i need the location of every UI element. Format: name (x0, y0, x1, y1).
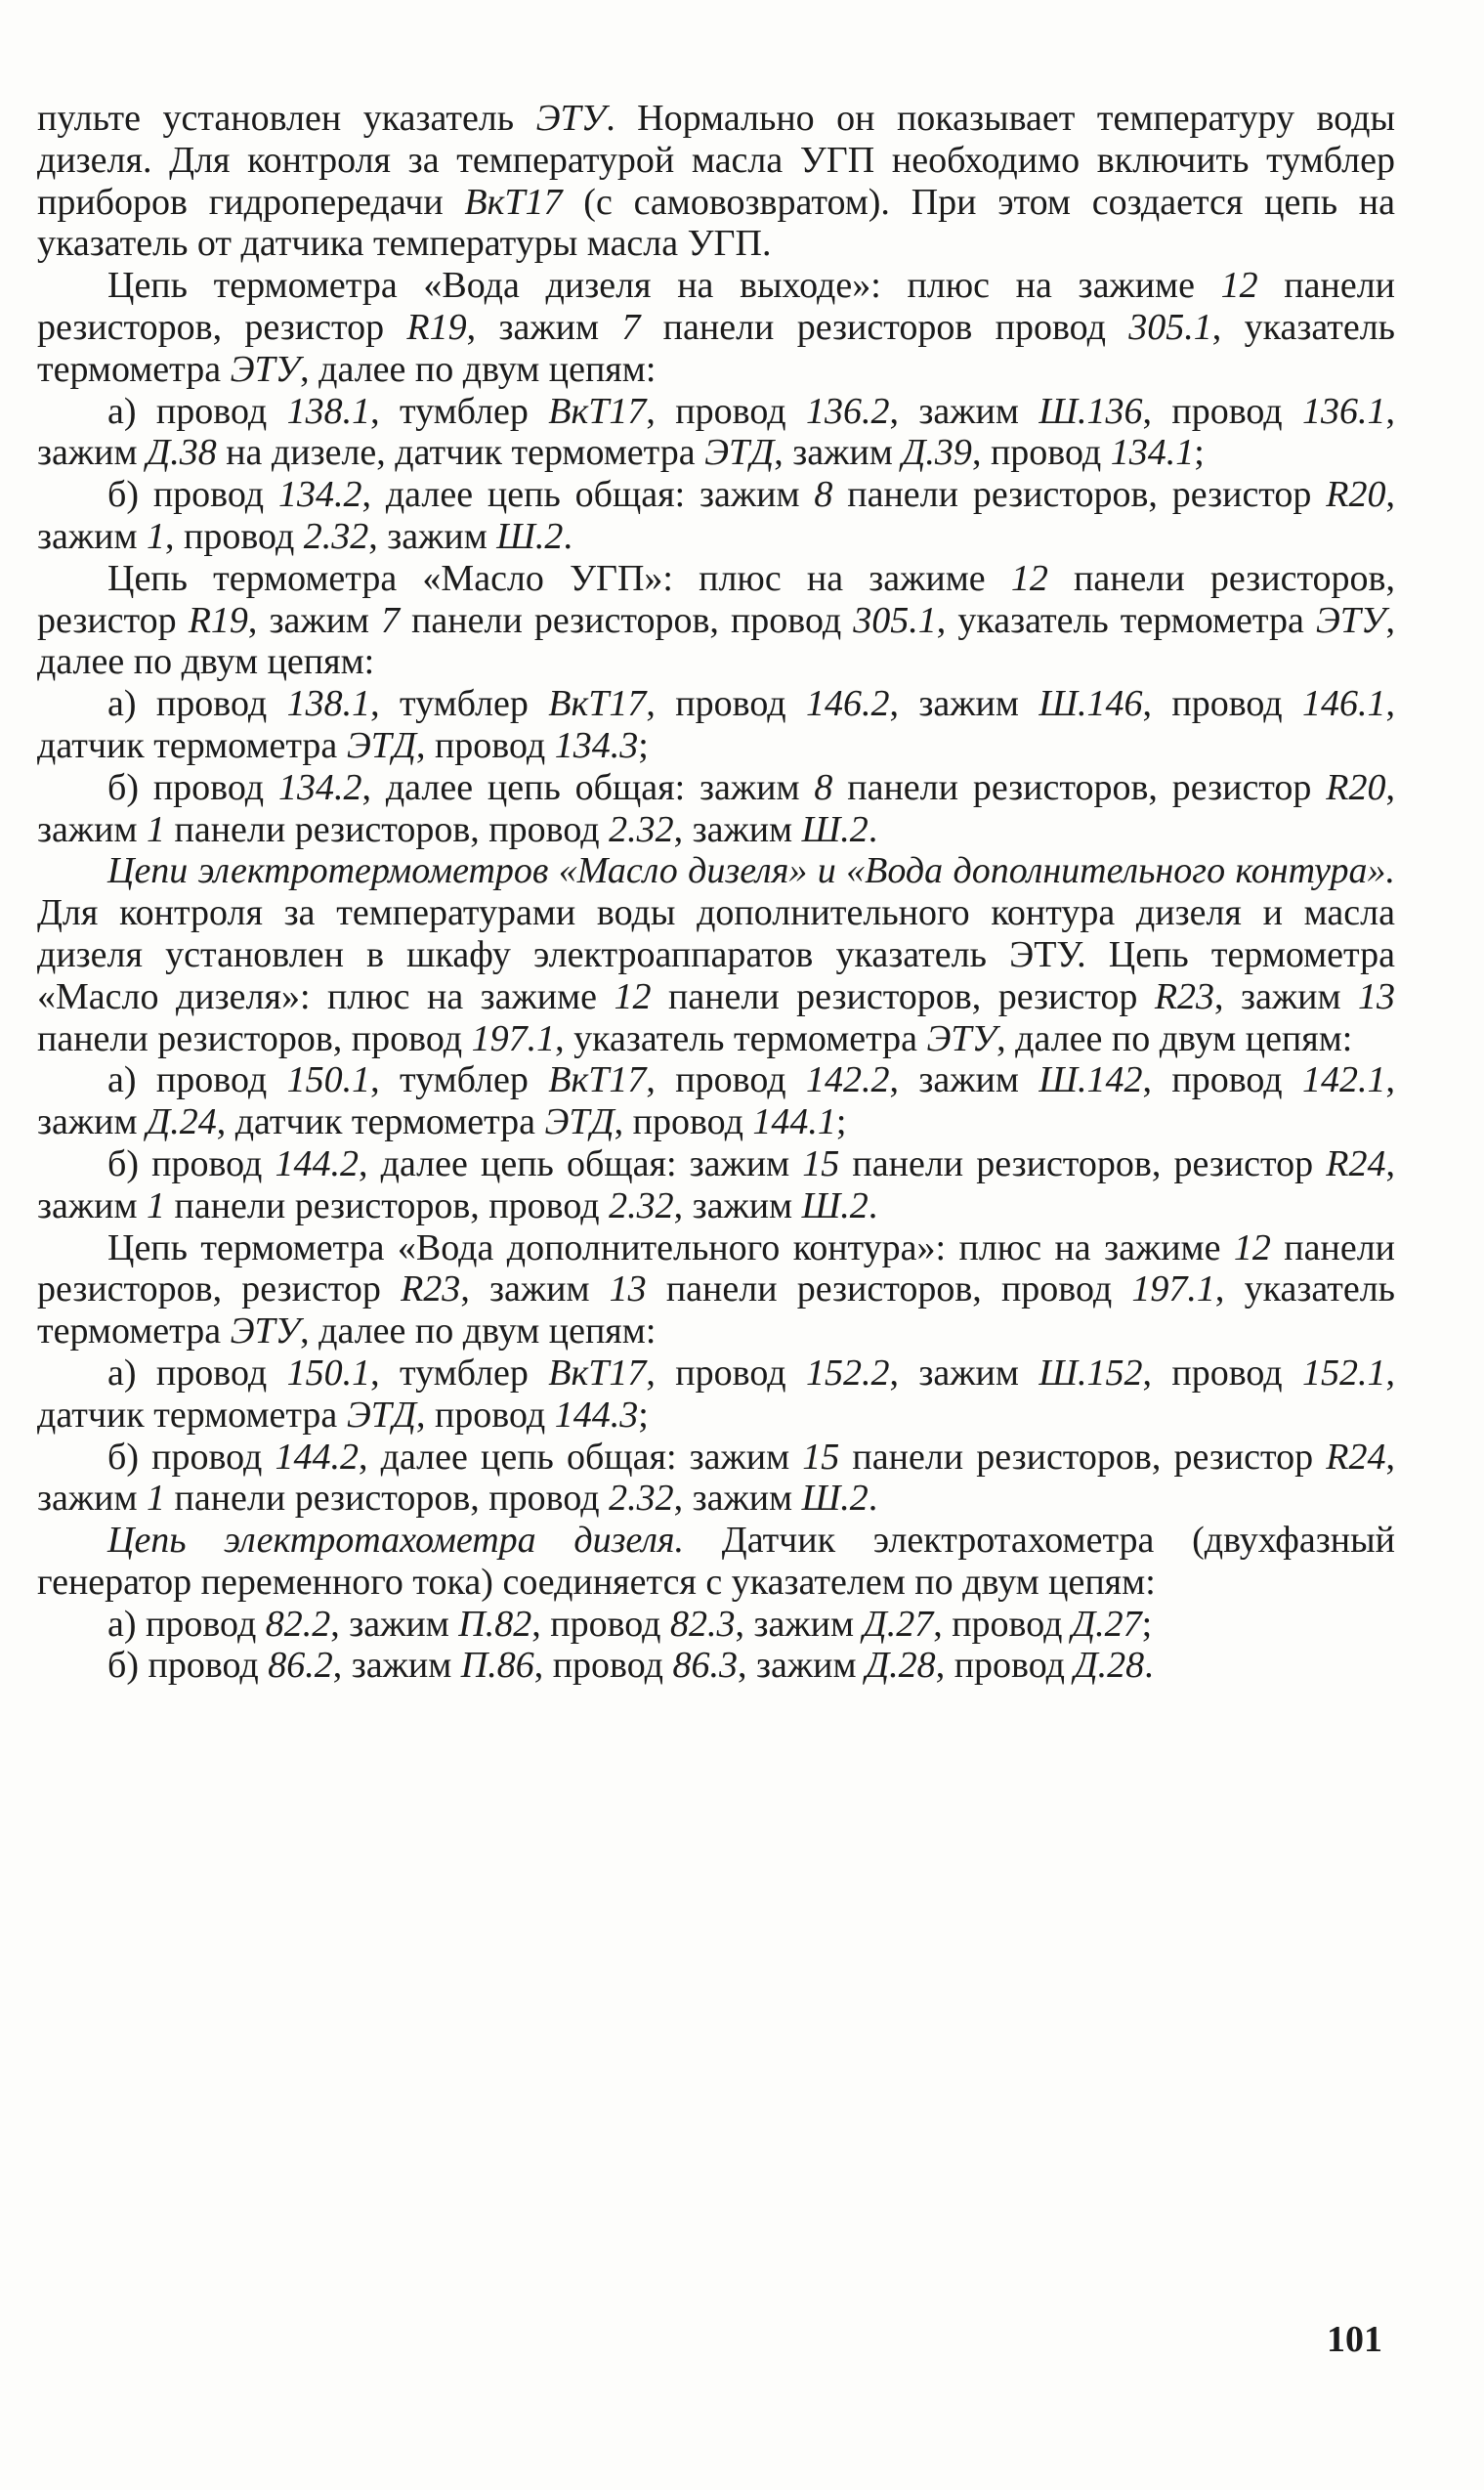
text-run: , далее цепь общая: зажим (359, 1142, 803, 1184)
text-run: , провод (646, 1059, 806, 1101)
italic-text-run: 7 (621, 306, 641, 348)
italic-text-run: 144.2 (275, 1142, 360, 1184)
paragraph-p12 (37, 1352, 1395, 1437)
paragraph-p14 (37, 1520, 1395, 1604)
text-run: , зажим (735, 1603, 864, 1645)
italic-text-run: Ш.2 (801, 1184, 869, 1226)
text-run: , тумблер (370, 1059, 549, 1101)
text-run: , далее по двум цепям: (300, 1310, 657, 1352)
text-run: . Нормально он показывает температуру воды дизеля. Для контроля за температурой масла УГП необходимо включить тумблер приборов гидропередачи (37, 98, 1395, 223)
italic-text-run: ВкТ17 (548, 390, 647, 432)
text-run: пульте установлен указатель (37, 98, 536, 139)
text-run: , провод (935, 1645, 1075, 1687)
italic-text-run: R24 (1326, 1436, 1386, 1478)
text-run: , провод (415, 724, 555, 766)
text-run: . (868, 808, 878, 850)
text-run: Цепь термометра «Масло УГП»: плюс на зажиме (107, 557, 1011, 599)
italic-text-run: 152.2 (805, 1352, 890, 1394)
italic-text-run: 12 (1010, 557, 1048, 599)
text-run: панели резисторов, резистор (832, 766, 1327, 808)
text-run: , зажим (673, 1184, 802, 1226)
italic-text-run: 86.3 (672, 1645, 738, 1687)
italic-text-run: 144.2 (275, 1436, 360, 1478)
text-run: Цепь термометра «Вода дополнительного контура»: плюс на зажиме (107, 1226, 1234, 1268)
text-run: , провод (933, 1603, 1072, 1645)
italic-text-run: ВкТ17 (548, 1059, 647, 1101)
text-run: , далее по двум цепям: (996, 1017, 1353, 1059)
text-run: . (563, 515, 572, 557)
italic-text-run: 82.2 (265, 1603, 331, 1645)
italic-text-run: ЭТУ (535, 98, 607, 139)
text-run: а) провод (107, 390, 287, 432)
italic-text-run: Ш.136 (1039, 390, 1143, 432)
text-run: панели резисторов, резистор (832, 474, 1327, 516)
italic-text-run: 15 (802, 1436, 840, 1478)
italic-text-run: ЭТД (346, 1394, 416, 1436)
italic-text-run: 12 (614, 975, 652, 1017)
text-run: , зажим (1214, 975, 1358, 1017)
text-run: панели резисторов, резистор (839, 1436, 1327, 1478)
italic-text-run: 134.1 (1110, 432, 1195, 474)
text-run: , тумблер (370, 390, 549, 432)
italic-text-run: R24 (1326, 1142, 1386, 1184)
italic-text-run: 134.2 (277, 766, 362, 808)
page-number: 101 (1327, 2319, 1382, 2360)
text-run: а) провод (107, 683, 287, 725)
italic-text-run: 150.1 (286, 1059, 371, 1101)
italic-text-run: 2.32 (303, 515, 369, 557)
italic-text-run: 144.1 (752, 1101, 836, 1143)
italic-text-run: 144.3 (554, 1394, 639, 1436)
italic-text-run: ВкТ17 (548, 1352, 647, 1394)
text-run: , зажим (330, 1603, 459, 1645)
italic-text-run: 7 (381, 599, 401, 641)
paragraph-p1 (37, 98, 1395, 265)
italic-text-run: R23 (401, 1268, 461, 1310)
italic-text-run: ЭТУ (926, 1017, 997, 1059)
italic-text-run: Д.38 (147, 432, 217, 474)
italic-text-run: 197.1 (1131, 1268, 1215, 1310)
italic-text-run: 1 (147, 515, 166, 557)
text-run: , зажим (460, 1268, 610, 1310)
text-run: , провод (533, 1645, 673, 1687)
paragraph-p5 (37, 558, 1395, 683)
text-run: Датчик электротахометра (двухфазный генератор переменного тока) соединяется с указателем по двум цепям: (37, 1520, 1395, 1603)
text-run: , зажим (37, 474, 1395, 557)
text-run: , провод (646, 390, 806, 432)
paragraph-p11 (37, 1227, 1395, 1352)
paragraph-p2 (37, 265, 1395, 390)
paragraph-p8 (37, 850, 1395, 1059)
italic-text-run: Ш.142 (1039, 1059, 1143, 1101)
text-run: ; (835, 1101, 847, 1143)
text-run: . (1144, 1645, 1154, 1687)
italic-text-run: Д.28 (866, 1645, 936, 1687)
italic-text-run: Ш.2 (496, 515, 564, 557)
text-run: панели резисторов, резистор (839, 1142, 1327, 1184)
text-run: Цепь термометра «Вода дизеля на выходе»: плюс на зажиме (107, 265, 1221, 307)
text-run: панели резисторов провод (640, 306, 1129, 348)
paragraph-p9 (37, 1059, 1395, 1143)
text-run: ; (1194, 432, 1205, 474)
text-run: панели резисторов, провод (646, 1268, 1132, 1310)
text-run: , провод (165, 515, 304, 557)
text-run: б) провод (107, 766, 278, 808)
italic-text-run: Д.24 (147, 1101, 217, 1143)
text-run: , провод (531, 1603, 671, 1645)
italic-text-run: R23 (1154, 975, 1215, 1017)
text-run: , провод (1142, 390, 1303, 432)
text-run: панели резисторов, провод (165, 1184, 610, 1226)
italic-text-run: 2.32 (609, 1478, 674, 1520)
paragraph-p4 (37, 474, 1395, 558)
text-run: , зажим (737, 1645, 866, 1687)
text-run: , зажим (889, 683, 1039, 725)
italic-text-run: 2.32 (609, 808, 674, 850)
text-run: , указатель термометра (936, 599, 1316, 641)
italic-text-run: ЭТУ (1315, 599, 1386, 641)
italic-text-run: 1 (147, 1478, 166, 1520)
italic-text-run: ЭТД (346, 724, 416, 766)
italic-text-run: 142.1 (1302, 1059, 1386, 1101)
italic-text-run: Д.28 (1074, 1645, 1145, 1687)
italic-text-run: 8 (814, 474, 833, 516)
italic-text-run: 8 (814, 766, 833, 808)
text-run: а) провод (107, 1352, 287, 1394)
italic-text-run: 134.3 (554, 724, 639, 766)
text-run: , далее по двум цепям: (300, 348, 657, 390)
paragraph-p6 (37, 683, 1395, 767)
text-run: , тумблер (370, 683, 549, 725)
text-run: , далее цепь общая: зажим (361, 474, 815, 516)
italic-text-run: Ш.2 (801, 1478, 869, 1520)
text-run: , указатель термометра (555, 1017, 927, 1059)
italic-text-run: Д.39 (902, 432, 972, 474)
text-run: , датчик термометра (37, 1352, 1396, 1436)
text-run: , провод (415, 1394, 555, 1436)
text-run: , датчик термометра (216, 1101, 545, 1143)
italic-text-run: ЭТД (704, 432, 775, 474)
text-run: ; (638, 724, 649, 766)
italic-text-run: 305.1 (1128, 306, 1212, 348)
text-run: , указатель термометра (37, 1268, 1395, 1352)
text-run: панели резисторов, провод (400, 599, 854, 641)
text-run: , зажим (37, 1059, 1396, 1143)
italic-text-run: 146.1 (1302, 683, 1386, 725)
italic-text-run: ЭТУ (230, 348, 301, 390)
text-run: . (868, 1184, 878, 1226)
paragraph-p13 (37, 1437, 1395, 1521)
italic-text-run: 15 (802, 1142, 840, 1184)
italic-text-run: 136.1 (1302, 390, 1386, 432)
text-run: панели резисторов, провод (165, 1478, 610, 1520)
text-run: , зажим (37, 766, 1395, 850)
italic-text-run: 197.1 (471, 1017, 556, 1059)
text-run: , провод (614, 1101, 753, 1143)
text-run: , датчик термометра (37, 683, 1396, 766)
text-run: , далее цепь общая: зажим (361, 766, 815, 808)
text-run: , зажим (466, 306, 622, 348)
text-run: Для контроля за температурами воды дополнительного контура дизеля и масла дизеля установлен в шкафу электроаппаратов указатель ЭТУ. Цепь термометра «Масло дизеля»: плюс на зажиме (37, 892, 1395, 1017)
italic-text-run: 1 (147, 808, 166, 850)
body-text (37, 98, 1395, 1687)
text-run: , зажим (889, 1059, 1039, 1101)
italic-text-run: ВкТ17 (548, 683, 647, 725)
text-run: ; (638, 1394, 649, 1436)
italic-text-run: 134.2 (277, 474, 362, 516)
italic-text-run: Ш.2 (801, 808, 869, 850)
text-run: панели резисторов, резистор (651, 975, 1155, 1017)
text-run: б) провод (107, 1436, 276, 1478)
italic-text-run: 2.32 (609, 1184, 674, 1226)
text-run: панели резисторов, провод (165, 808, 610, 850)
text-run: , далее по двум цепям: (37, 599, 1395, 683)
text-run: , зажим (37, 1142, 1395, 1226)
text-run: , зажим (37, 390, 1396, 474)
italic-text-run: П.86 (460, 1645, 534, 1687)
text-run: панели резисторов, провод (37, 1017, 472, 1059)
italic-text-run: R19 (188, 599, 248, 641)
italic-text-run: 305.1 (853, 599, 937, 641)
italic-text-run: ЭТД (544, 1101, 615, 1143)
text-run: а) провод (107, 1059, 287, 1101)
italic-text-run: 13 (609, 1268, 647, 1310)
text-run: б) провод (107, 474, 278, 516)
italic-text-run: 136.2 (805, 390, 890, 432)
text-run: , зажим (368, 515, 497, 557)
text-run: на дизеле, датчик термометра (216, 432, 705, 474)
italic-text-run: 150.1 (286, 1352, 371, 1394)
text-run: , зажим (247, 599, 382, 641)
paragraph-p3 (37, 391, 1395, 475)
text-run: (с самовозвратом). При этом создается цепь на указатель от датчика температуры масла УГП. (37, 181, 1395, 265)
italic-text-run: R20 (1326, 766, 1386, 808)
italic-text-run: 152.1 (1302, 1352, 1386, 1394)
italic-text-run: Цепь электротахометра дизеля. (107, 1520, 685, 1562)
text-run: , тумблер (370, 1352, 549, 1394)
italic-text-run: Ш.146 (1039, 683, 1143, 725)
italic-text-run: ЭТУ (230, 1310, 301, 1352)
text-run: , зажим (774, 432, 903, 474)
italic-text-run: 13 (1358, 975, 1395, 1017)
text-run: ; (1141, 1603, 1153, 1645)
text-run: , провод (1142, 683, 1303, 725)
text-run: , зажим (37, 1436, 1395, 1520)
text-run: , зажим (673, 808, 802, 850)
text-run: панели резисторов, резистор (37, 265, 1396, 348)
italic-text-run: ВкТ17 (464, 181, 563, 223)
paragraph-p10 (37, 1143, 1395, 1227)
italic-text-run: 12 (1220, 265, 1258, 307)
paragraph-p16 (37, 1645, 1395, 1687)
italic-text-run: 142.2 (805, 1059, 890, 1101)
text-run: панели резисторов, резистор (37, 557, 1395, 641)
italic-text-run: Д.27 (863, 1603, 934, 1645)
text-run: , зажим (889, 390, 1039, 432)
text-run: а) провод (107, 1603, 266, 1645)
italic-text-run: 86.2 (268, 1645, 333, 1687)
italic-text-run: 82.3 (670, 1603, 736, 1645)
text-run: , провод (646, 683, 806, 725)
text-run: , зажим (332, 1645, 461, 1687)
italic-text-run: Цепи электротермометров «Масло дизеля» и «Вода дополнительного контура». (107, 850, 1395, 892)
text-run: , провод (646, 1352, 806, 1394)
italic-text-run: Ш.152 (1039, 1352, 1143, 1394)
text-run: . (868, 1478, 878, 1520)
italic-text-run: П.82 (458, 1603, 532, 1645)
text-run: , провод (1142, 1352, 1303, 1394)
text-run: б) провод (107, 1645, 269, 1687)
italic-text-run: 138.1 (286, 683, 371, 725)
italic-text-run: 146.2 (805, 683, 890, 725)
italic-text-run: R20 (1326, 474, 1386, 516)
italic-text-run: 1 (147, 1184, 166, 1226)
text-run: панели резисторов, резистор (37, 1226, 1396, 1310)
italic-text-run: 12 (1233, 1226, 1271, 1268)
italic-text-run: Д.27 (1071, 1603, 1142, 1645)
paragraph-p15 (37, 1604, 1395, 1646)
text-run: , провод (971, 432, 1111, 474)
italic-text-run: R19 (406, 306, 467, 348)
text-run: , зажим (673, 1478, 802, 1520)
text-run: , зажим (889, 1352, 1039, 1394)
italic-text-run: 138.1 (286, 390, 371, 432)
paragraph-p7 (37, 767, 1395, 851)
text-run: , указатель термометра (37, 306, 1395, 390)
text-run: , провод (1142, 1059, 1303, 1101)
text-run: б) провод (107, 1142, 276, 1184)
text-run: , далее цепь общая: зажим (359, 1436, 803, 1478)
